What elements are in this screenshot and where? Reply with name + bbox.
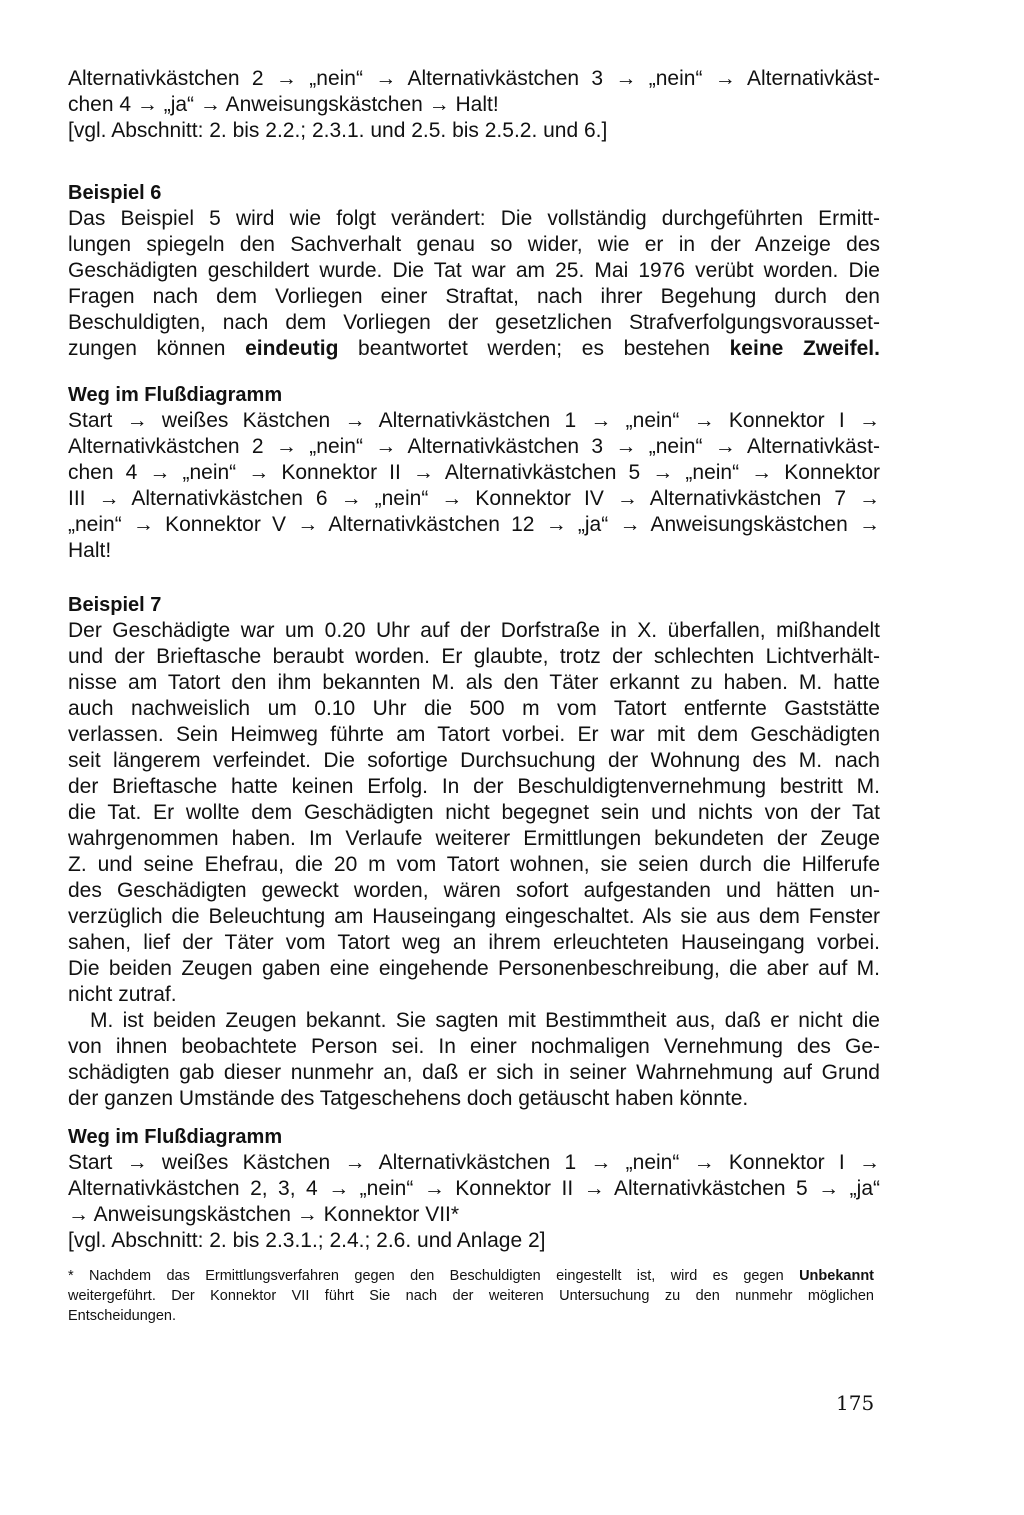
footnote-line: Entscheidungen.	[68, 1308, 177, 1324]
text-line: sahen, lief der Täter vom Tatort weg an ihrem erleuchteten Hauseingang vorbei.	[68, 931, 880, 954]
text-line: Start → weißes Kästchen → Alternativkästchen 1 → „nein“ → Konnektor I →	[68, 1151, 880, 1174]
text-line: Alternativkästchen 2 → „nein“ → Alternativkästchen 3 → „nein“ → Alternativkäst-	[68, 67, 880, 90]
reference-line: [vgl. Abschnitt: 2. bis 2.3.1.; 2.4.; 2.6. und Anlage 2]	[68, 1229, 546, 1252]
text-line: III → Alternativkästchen 6 → „nein“ → Konnektor IV → Alternativkästchen 7 →	[68, 487, 880, 510]
flow-path-7-section	[68, 1124, 880, 1254]
text-line: Z. und seine Ehefrau, die 20 m vom Tatort wohnen, sie seien durch die Hilferufe	[68, 853, 880, 876]
text-line: „nein“ → Konnektor V → Alternativkästchen 12 → „ja“ → Anweisungskästchen →	[68, 513, 880, 536]
text-line: und der Brieftasche beraubt worden. Er glaubte, trotz der schlechten Lichtverhält-	[68, 645, 880, 668]
example-7-heading: Beispiel 7	[68, 594, 162, 616]
flow-path-heading: Weg im Flußdiagramm	[68, 1126, 283, 1148]
text-line: nisse am Tatort den ihm bekannten M. als den Täter erkannt zu haben. M. hatte	[68, 671, 880, 694]
example-6-section	[68, 180, 880, 362]
example-7-section	[68, 592, 880, 1112]
text-line: der ganzen Umstände des Tatgeschehens doch getäuscht haben könnte.	[68, 1087, 749, 1110]
text-line: Die beiden Zeugen gaben eine eingehende Personenbeschreibung, die aber auf M.	[68, 957, 880, 980]
text-line: die Tat. Er wollte dem Geschädigten nicht begegnet sein und nichts von der Tat	[68, 801, 880, 824]
text-line: verzüglich die Beleuchtung am Hauseingang eingeschaltet. Als sie aus dem Fenster	[68, 905, 880, 928]
text-line: Start → weißes Kästchen → Alternativkästchen 1 → „nein“ → Konnektor I →	[68, 409, 880, 432]
text-line: der Brieftasche hatte keinen Erfolg. In der Beschuldigtenvernehmung bestritt M.	[68, 775, 880, 798]
text-line: Das Beispiel 5 wird wie folgt verändert: Die vollständig durchgeführten Ermitt-	[68, 207, 880, 230]
reference-line: [vgl. Abschnitt: 2. bis 2.2.; 2.3.1. und 2.5. bis 2.5.2. und 6.]	[68, 119, 608, 142]
example-6-heading: Beispiel 6	[68, 182, 162, 204]
text-line: wahrgenommen haben. Im Verlaufe weiterer Ermittlungen bekundeten der Zeuge	[68, 827, 880, 850]
text-line: verlassen. Sein Heimweg führte am Tatort vorbei. Er war mit dem Geschädigten	[68, 723, 880, 746]
page-number: 175	[836, 1391, 875, 1415]
text-line: Beschuldigten, nach dem Vorliegen der gesetzlichen Strafverfolgungsvorausset-	[68, 311, 880, 334]
emphasis-keine-zweifel: keine Zweifel.	[729, 337, 880, 360]
text-line: Geschädigten geschildert wurde. Die Tat war am 25. Mai 1976 verübt worden. Die	[68, 259, 880, 282]
emphasis-eindeutig: eindeutig	[245, 337, 339, 360]
flow-path-6-section	[68, 382, 880, 564]
footnote-line: weitergeführt. Der Konnektor VII führt Sie nach der weiteren Untersuchung zu den nunmehr möglichen	[68, 1288, 874, 1304]
text-line: seit längerem verfeindet. Die sofortige Durchsuchung der Wohnung des M. nach	[68, 749, 880, 772]
text-line: Halt!	[68, 539, 112, 562]
text-segment: beantwortet werden; es bestehen	[338, 337, 730, 360]
example-7-paragraph-2	[68, 1008, 880, 1112]
footnote-line	[68, 1266, 874, 1286]
text-segment: * Nachdem das Ermittlungsverfahren gegen den Beschuldigten eingestellt ist, wird es gegen	[68, 1268, 800, 1284]
text-segment: zungen können	[68, 337, 246, 360]
text-line: nicht zutraf.	[68, 983, 177, 1006]
text-line: Der Geschädigte war um 0.20 Uhr auf der Dorfstraße in X. überfallen, mißhandelt	[68, 619, 880, 642]
text-line: auch nachweislich um 0.10 Uhr die 500 m vom Tatort entfernte Gaststätte	[68, 697, 880, 720]
text-line: des Geschädigten geweckt worden, wären sofort aufgestanden und hätten un-	[68, 879, 880, 902]
text-line: → Anweisungskästchen → Konnektor VII*	[68, 1203, 460, 1226]
text-line: chen 4 → „nein“ → Konnektor II → Alternativkästchen 5 → „nein“ → Konnektor	[68, 461, 880, 484]
text-line: Alternativkästchen 2 → „nein“ → Alternativkästchen 3 → „nein“ → Alternativkäst-	[68, 435, 880, 458]
text-line: Alternativkästchen 2, 3, 4 → „nein“ → Konnektor II → Alternativkästchen 5 → „ja“	[68, 1177, 880, 1200]
example-7-paragraph-1	[68, 618, 880, 1008]
text-line: schädigten gab dieser nunmehr an, daß er sich in seiner Wahrnehmung auf Grund	[68, 1061, 880, 1084]
emphasis-unbekannt: Unbekannt	[799, 1268, 874, 1284]
text-line: lungen spiegeln den Sachverhalt genau so wider, wie er in der Anzeige des	[68, 233, 880, 256]
text-line	[68, 336, 880, 362]
footnote	[68, 1266, 874, 1326]
text-line: chen 4 → „ja“ → Anweisungskästchen → Halt!	[68, 93, 499, 116]
text-line: Fragen nach dem Vorliegen einer Straftat, nach ihrer Begehung durch den	[68, 285, 880, 308]
text-line: von ihnen beobachtete Person sei. In einer nochmaligen Vernehmung des Ge-	[68, 1035, 880, 1058]
continued-flow-path	[68, 66, 880, 144]
flow-path-heading: Weg im Flußdiagramm	[68, 384, 283, 406]
text-line: M. ist beiden Zeugen bekannt. Sie sagten mit Bestimmtheit aus, daß er nicht die	[90, 1009, 880, 1032]
